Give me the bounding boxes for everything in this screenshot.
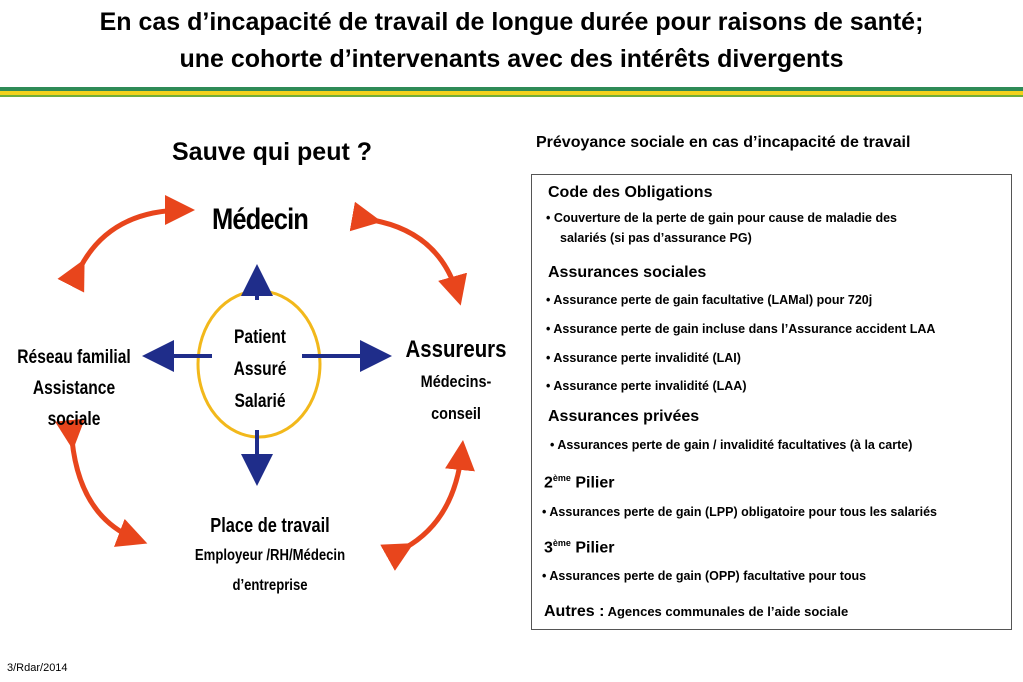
node-patient-line2: Assuré [233,359,287,380]
section-2eme-pilier [544,473,615,492]
autres-label: Autres : [544,603,605,620]
sociales-item-1: • Assurance perte de gain facultative (LAMal) pour 720j [546,293,873,307]
node-reseau-line2: Assistance sociale [32,378,116,430]
panel-heading: Prévoyance sociale en cas d’incapacité de travail [536,134,911,151]
node-assureurs [405,334,507,430]
curved-arrow-top-left [80,210,185,268]
pilier3-word: Pilier [570,539,615,557]
pilier3-number: 3 [544,539,553,557]
section-code-obligations: Code des Obligations [548,184,713,201]
curved-arrow-top-right [372,220,458,296]
pilier2-sup: ème [552,473,571,483]
node-medecin: Médecin [211,203,309,236]
slide-title-line2: une cohorte d’intervenants avec des intérêts divergents [179,45,844,73]
prevoyance-panel [531,174,1012,630]
title-divider-base [0,95,1023,97]
sociales-item-4: • Assurance perte invalidité (LAA) [546,379,747,393]
section-autres [544,603,848,621]
pilier3-sup: ème [552,538,571,548]
node-patient-line3: Salarié [234,391,286,412]
code-item-line1: • Couverture de la perte de gain pour cause de maladie des [546,211,898,225]
pilier2-item: • Assurances perte de gain (LPP) obligatoire pour tous les salariés [542,505,937,519]
slide-title [0,4,1023,78]
node-place-line1: Place de travail [210,515,330,537]
sociales-item-3: • Assurance perte invalidité (LAI) [546,351,741,365]
node-reseau-line1: Réseau familial [17,347,131,368]
pilier3-item: • Assurances perte de gain (OPP) facultative pour tous [542,569,867,583]
curved-arrow-bottom-left [72,440,138,540]
node-patient [219,322,301,418]
slide-title-line1: En cas d’incapacité de travail de longue durée pour raisons de santé; [99,8,924,36]
curved-arrow-bottom-right [405,450,462,548]
code-item-line2: salariés (si pas d’assurance PG) [560,231,752,245]
slide-footer: 3/Rdar/2014 [7,662,68,674]
node-assureurs-line2: Médecins-conseil [420,372,492,423]
node-assureurs-line1: Assureurs [405,336,507,363]
node-place-de-travail [172,511,369,601]
pilier2-word: Pilier [570,474,615,492]
node-patient-line1: Patient [234,327,286,348]
section-assurances-sociales: Assurances sociales [548,264,707,281]
pilier2-number: 2 [544,474,553,492]
node-place-line2: Employeur /RH/Médecin d’entreprise [194,547,346,594]
autres-text: Agences communales de l’aide sociale [604,604,849,619]
privees-item: • Assurances perte de gain / invalidité facultatives (à la carte) [550,438,913,452]
section-assurances-privees: Assurances privées [548,408,700,425]
node-reseau-familial [17,342,132,435]
sociales-item-2: • Assurance perte de gain incluse dans l’Assurance accident LAA [546,322,936,336]
section-3eme-pilier [544,538,615,557]
diagram-subtitle: Sauve qui peut ? [172,138,373,166]
